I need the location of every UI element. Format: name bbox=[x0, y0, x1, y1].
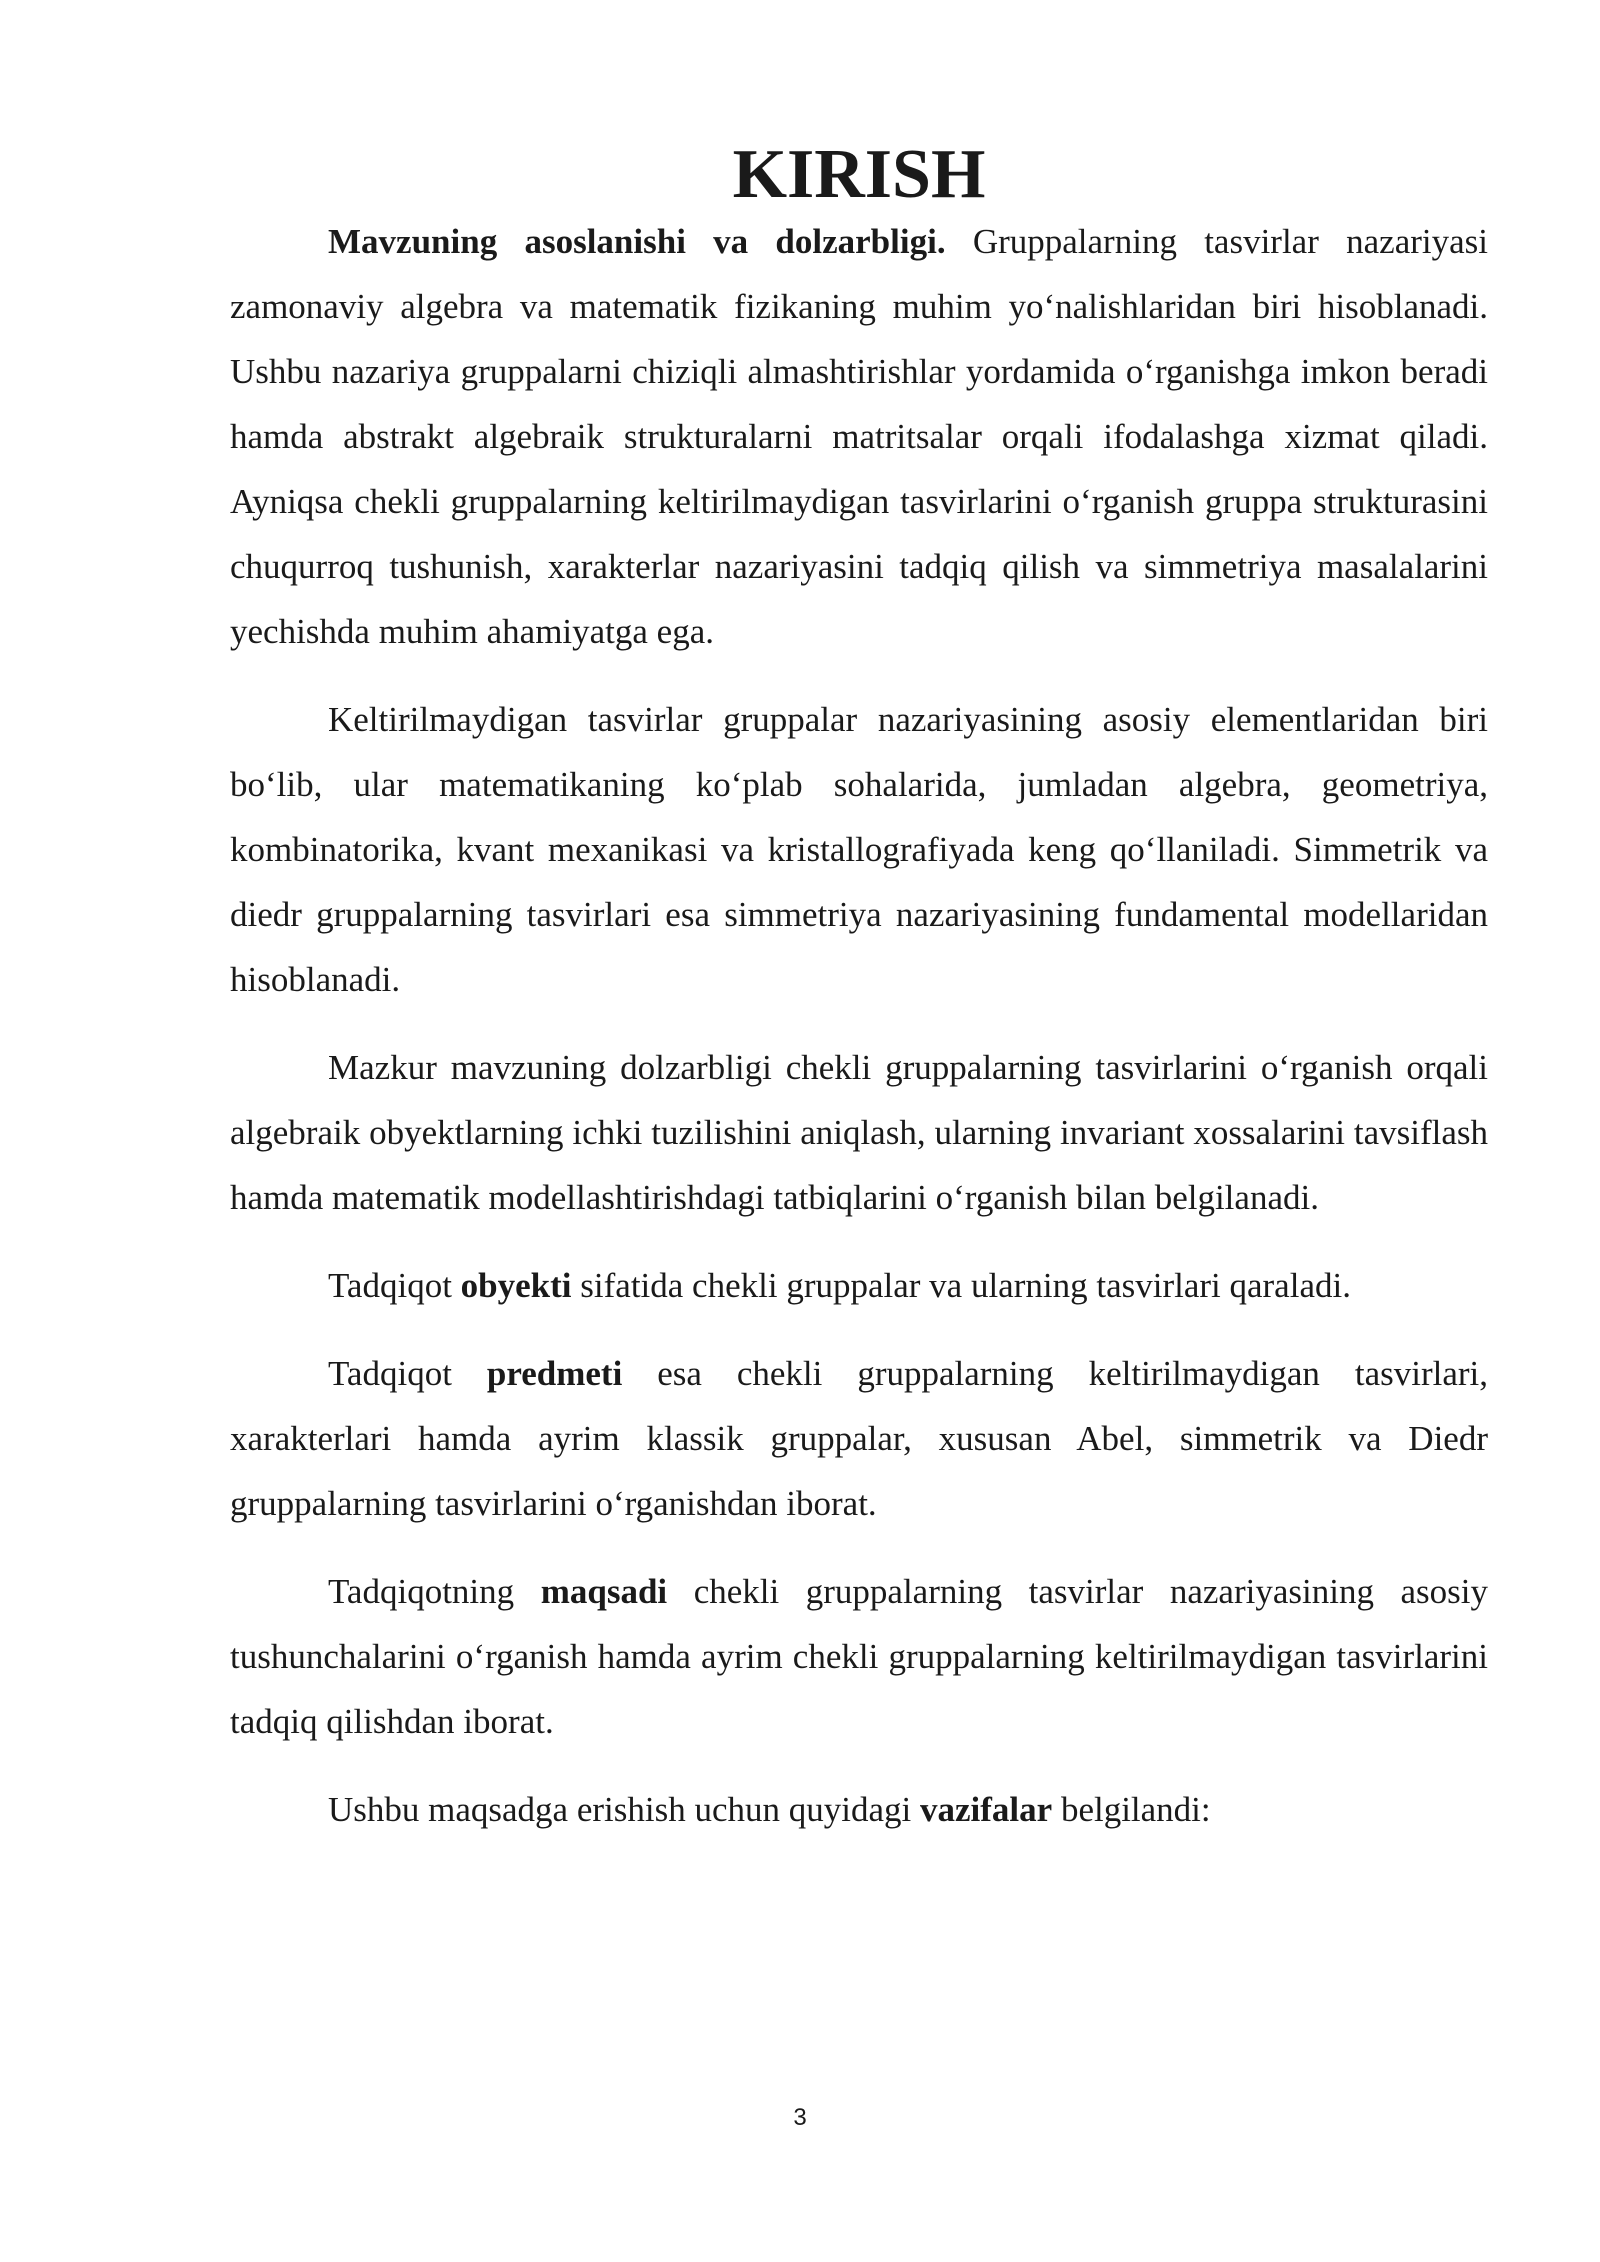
section-heading: KIRISH bbox=[732, 136, 986, 213]
paragraph-irreducible bbox=[230, 687, 1488, 1012]
paragraph-research-goal bbox=[230, 1559, 1488, 1754]
page-content bbox=[230, 136, 1488, 1842]
paragraph-text-after: belgilandi: bbox=[1052, 1790, 1211, 1829]
paragraph-text: Gruppalarning tasvirlar nazariyasi zamonaviy algebra va matematik fizikaning muhim yo‘nalishlaridan biri hisoblanadi. Ushbu nazariya gruppalarni chiziqli almashtirishlar yordamida o‘rganishga imkon beradi hamda abstrakt algebraik strukturalarni matritsalar orqali ifodalashga xizmat qiladi. Ayniqsa chekli gruppalarning keltirilmaydigan tasvirlarini o‘rganish gruppa strukturasini chuqurroq tushunish, xarakterlar nazariyasini tadqiq qilish va simmetriya masalalarini yechishda muhim ahamiyatga ega. bbox=[230, 222, 1488, 651]
keyword-goal: maqsadi bbox=[540, 1572, 668, 1611]
paragraph-text-after: chekli gruppalarning tasvirlar nazariyasining asosiy tushunchalarini o‘rganish hamda ayrim chekli gruppalarning keltirilmaydigan tasvirlarini tadqiq qilishdan iborat. bbox=[230, 1572, 1488, 1741]
paragraph-research-object bbox=[230, 1253, 1488, 1318]
paragraph-text-before: Tadqiqot bbox=[328, 1354, 487, 1393]
paragraph-lead: Mavzuning asoslanishi va dolzarbligi. bbox=[328, 222, 946, 261]
paragraph-text-before: Tadqiqot bbox=[328, 1266, 461, 1305]
page-number: 3 bbox=[793, 2104, 807, 2131]
paragraph-research-subject bbox=[230, 1341, 1488, 1536]
paragraph-relevance bbox=[230, 209, 1488, 664]
keyword-object: obyekti bbox=[460, 1266, 572, 1305]
paragraph-text-after: sifatida chekli gruppalar va ularning tasvirlari qaraladi. bbox=[571, 1266, 1351, 1305]
paragraph-text-after: esa chekli gruppalarning keltirilmaydigan tasvirlari, xarakterlari hamda ayrim klassik gruppalar, xususan Abel, simmetrik va Diedr gruppalarning tasvirlarini o‘rganishdan iborat. bbox=[230, 1354, 1488, 1523]
paragraph-text-before: Tadqiqotning bbox=[328, 1572, 541, 1611]
keyword-subject: predmeti bbox=[486, 1354, 623, 1393]
paragraph-tasks bbox=[230, 1777, 1488, 1842]
paragraph-topic-relevance bbox=[230, 1035, 1488, 1230]
paragraph-text-before: Ushbu maqsadga erishish uchun quyidagi bbox=[328, 1790, 920, 1829]
paragraph-text: Mazkur mavzuning dolzarbligi chekli gruppalarning tasvirlarini o‘rganish orqali algebraik obyektlarning ichki tuzilishini aniqlash, ularning invariant xossalarini tavsiflash hamda matematik modellashtirishdagi tatbiqlarini o‘rganish bilan belgilanadi. bbox=[230, 1048, 1488, 1217]
paragraph-text: Keltirilmaydigan tasvirlar gruppalar nazariyasining asosiy elementlaridan biri bo‘lib, ular matematikaning ko‘plab sohalarida, jumladan algebra, geometriya, kombinatorika, kvant mexanikasi va kristallografiyada keng qo‘llaniladi. Simmetrik va diedr gruppalarning tasvirlari esa simmetriya nazariyasining fundamental modellaridan hisoblanadi. bbox=[230, 700, 1488, 999]
keyword-tasks: vazifalar bbox=[920, 1790, 1053, 1829]
